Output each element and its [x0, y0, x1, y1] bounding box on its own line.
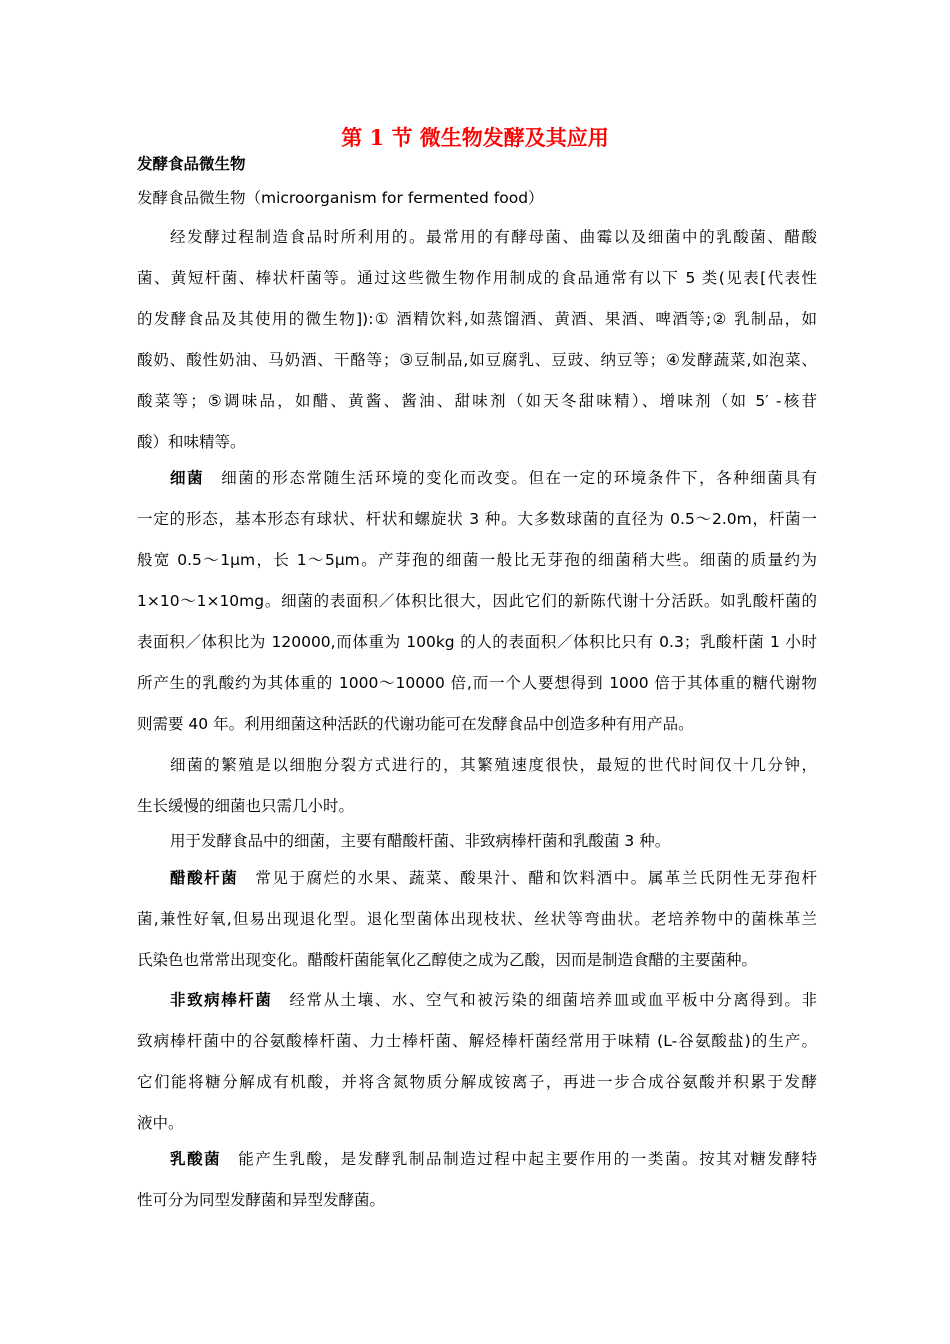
lactic-first-text: 能产生乳酸，是发酵乳制品制造过程中起主要作用的一类菌。按其对糖发酵特 — [238, 1150, 817, 1168]
corynebacterium-term: 非致病棒杆菌 — [170, 991, 273, 1009]
reproduction-line-1: 细菌的繁殖是以细胞分裂方式进行的，其繁殖速度很快，最短的世代时间仅十几分钟， — [170, 756, 817, 774]
bacteria-line-4: 1×10～1×10mg。细菌的表面积／体积比很大，因此它们的新陈代谢十分活跃。如乳酸杆菌的 — [137, 592, 817, 610]
section-heading: 发酵食品微生物 — [137, 155, 246, 173]
bacteria-used-line: 用于发酵食品中的细菌，主要有醋酸杆菌、非致病棒杆菌和乳酸菌 3 种。 — [170, 832, 671, 850]
bacteria-line-5: 表面积／体积比为 120000,而体重为 100kg 的人的表面积／体积比只有 0.3；乳酸杆菌 1 小时 — [137, 633, 817, 651]
bacteria-line-3: 般宽 0.5～1μm，长 1～5μm。产芽孢的细菌一般比无芽孢的细菌稍大些。细菌的质量约为 — [137, 551, 817, 569]
corynebacterium-line-3: 它们能将糖分解成有机酸，并将含氮物质分解成铵离子，再进一步合成谷氨酸并积累于发酵 — [137, 1073, 817, 1091]
acetobacter-line-2: 菌,兼性好氧,但易出现退化型。退化型菌体出现枝状、丝状等弯曲状。老培养物中的菌株革兰 — [137, 910, 817, 928]
acetobacter-term: 醋酸杆菌 — [170, 869, 239, 887]
bacteria-line-7: 则需要 40 年。利用细菌这种活跃的代谢功能可在发酵食品中创造多种有用产品。 — [137, 715, 694, 733]
subtitle-line: 发酵食品微生物（microorganism for fermented food） — [137, 189, 544, 207]
reproduction-line-2: 生长缓慢的细菌也只需几小时。 — [137, 797, 355, 815]
bacteria-line-6: 所产生的乳酸约为其体重的 1000～10000 倍,而一个人要想得到 1000 倍于其体重的糖代谢物 — [137, 674, 817, 692]
lactic-term: 乳酸菌 — [170, 1150, 222, 1168]
intro-line-1: 经发酵过程制造食品时所利用的。最常用的有酵母菌、曲霉以及细菌中的乳酸菌、醋酸 — [170, 228, 817, 246]
intro-line-4: 酸奶、酸性奶油、马奶酒、干酪等；③豆制品,如豆腐乳、豆豉、纳豆等；④发酵蔬菜,如泡菜、 — [137, 351, 817, 369]
bacteria-first-text: 细菌的形态常随生活环境的变化而改变。但在一定的环境条件下，各种细菌具有 — [221, 469, 817, 487]
intro-line-6: 酸）和味精等。 — [137, 433, 246, 451]
corynebacterium-first-line — [170, 988, 817, 1012]
acetobacter-first-line — [170, 866, 817, 890]
corynebacterium-line-2: 致病棒杆菌中的谷氨酸棒杆菌、力士棒杆菌、解烃棒杆菌经常用于味精 (L-谷氨酸盐)的生产。 — [137, 1032, 817, 1050]
corynebacterium-first-text: 经常从土壤、水、空气和被污染的细菌培养皿或血平板中分离得到。非 — [289, 991, 817, 1009]
intro-line-3: 的发酵食品及其使用的微生物]):① 酒精饮料,如蒸馏酒、黄酒、果酒、啤酒等;② 乳制品，如 — [137, 310, 817, 328]
page-title: 第 1 节 微生物发酵及其应用 — [341, 125, 609, 150]
lactic-line-2: 性可分为同型发酵菌和异型发酵菌。 — [137, 1191, 386, 1209]
bacteria-first-line — [170, 466, 817, 490]
bacteria-line-2: 一定的形态，基本形态有球状、杆状和螺旋状 3 种。大多数球菌的直径为 0.5～2.0m，杆菌一 — [137, 510, 817, 528]
acetobacter-line-3: 氏染色也常常出现变化。醋酸杆菌能氧化乙醇使之成为乙酸，因而是制造食醋的主要菌种。 — [137, 951, 758, 969]
intro-line-5: 酸菜等；⑤调味品，如醋、黄酱、酱油、甜味剂（如天冬甜味精）、增味剂（如 5′ -核苷 — [137, 392, 817, 410]
lactic-first-line — [170, 1147, 817, 1171]
bacteria-term: 细菌 — [170, 469, 205, 487]
intro-line-2: 菌、黄短杆菌、棒状杆菌等。通过这些微生物作用制成的食品通常有以下 5 类(见表[代表性 — [137, 269, 817, 287]
acetobacter-first-text: 常见于腐烂的水果、蔬菜、酸果汁、醋和饮料酒中。属革兰氏阴性无芽孢杆 — [255, 869, 817, 887]
corynebacterium-line-4: 液中。 — [137, 1114, 184, 1132]
